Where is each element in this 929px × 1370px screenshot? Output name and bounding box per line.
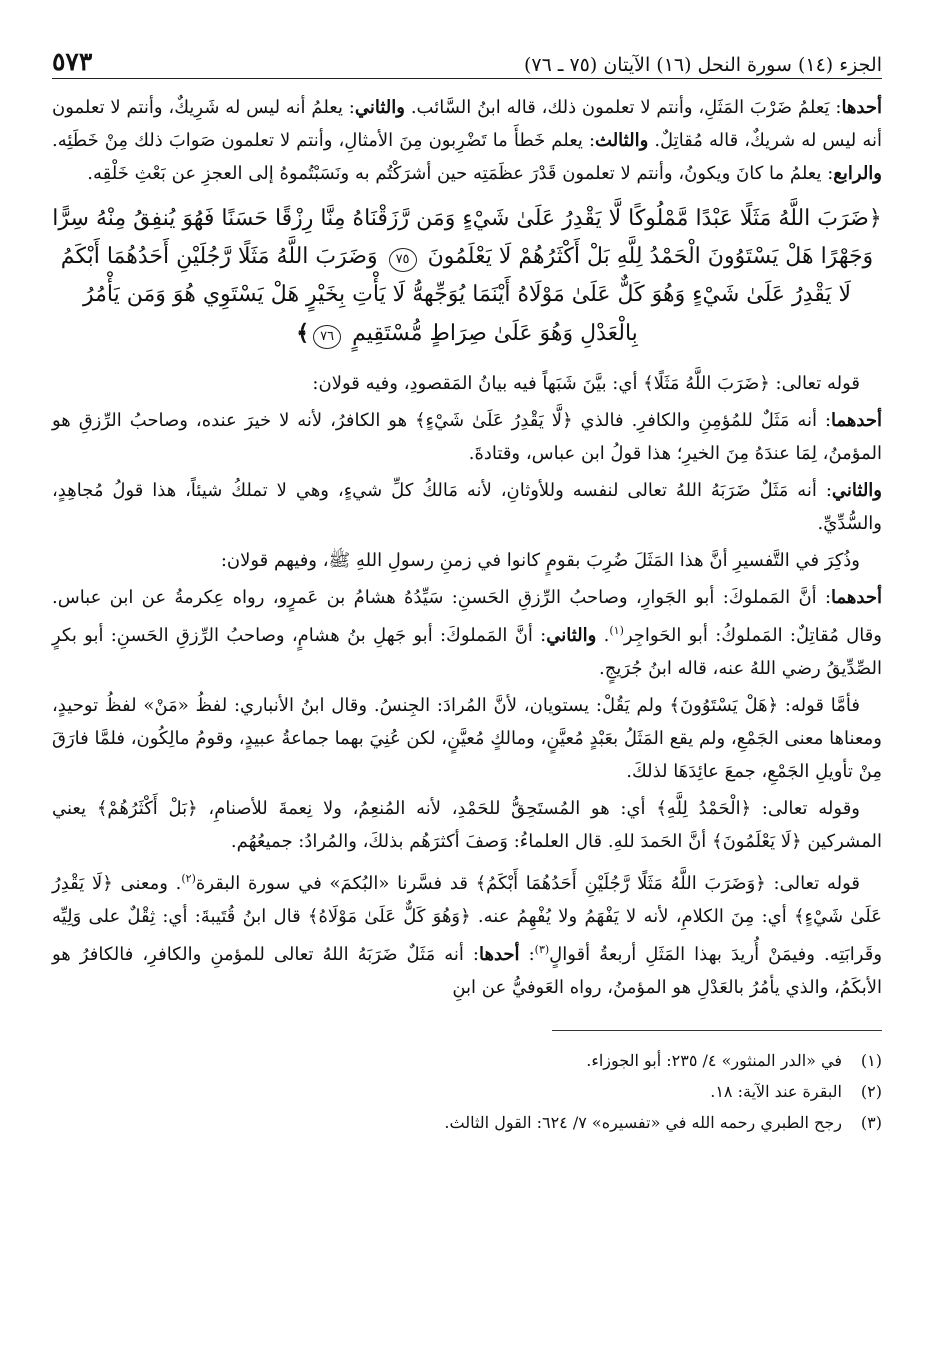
p5-text-1: : أنَّ المَملوكَ: أبو الجَوارِ، وصاحبُ الرِّزقِ الحَسنِ: سَيِّدُهُ هشامُ بن عَمرٍو، رواه عِكرمةُ عن ابن عباس. وقال مُقاتِلٌ: المَملوكُ: أبو الحَواجِر [52, 587, 882, 646]
p8-text-1: قوله تعالى: ﴿وَضَرَبَ اللَّهُ مَثَلًا رَّجُلَيْنِ أَحَدُهُمَا أَبْكَمُ﴾ قد فسَّرنا «البُكمَ» في سورة البقرة [195, 873, 860, 894]
footnote-2 [52, 1076, 882, 1107]
commentary-p1: قوله تعالى: ﴿ضَرَبَ اللَّهُ مَثَلًا﴾ أي: بيَّنَ شَبَهاً فيه بيانُ المَقصودِ، وفيه قولان: [312, 373, 860, 394]
verse-close-bracket: ﴾ [296, 320, 310, 346]
intro-paragraph [52, 91, 882, 190]
intro-label-4: والرابع [833, 163, 882, 184]
commentary-p2 [52, 404, 882, 470]
p8-text-2: . ومعنى ﴿لَا يَقْدِرُ عَلَىٰ شَيْءٍ﴾ أي: مِنَ الكلامِ، لأنه لا يَفْهَمُ ولا يُفْهِمُ عنه. ﴿وَهُوَ كَلٌّ عَلَىٰ مَوْلَاهُ﴾ قال ابنُ قُتَيبةَ: أي: ثِقْلٌ على وَلِيِّه وقَرابَتِه. وفيمَنْ أُريدَ بهذا المَثَلِ أربعةُ أقوالٍ [52, 873, 883, 965]
footnote-ref-2[interactable]: (٢) [181, 872, 196, 885]
footnote-number: (٣) [860, 1113, 882, 1132]
verse-number-76: ٧٦ [313, 325, 341, 349]
commentary-p5: أحدهما: أنَّ المَملوكَ: أبو الجَوارِ، وصاحبُ الرِّزقِ الحَسنِ: سَيِّدُهُ هشامُ بن عَمرٍو، رواه عِكرمةُ عن ابن عباس. وقال مُقاتِلٌ: المَملوكُ: أبو الحَواجِر$^{(١)}$. والثاني: أنَّ المَملوكَ: أبو جَهلِ بنُ هشامٍ، وصاحبُ الرِّزقِ الحَسنِ: أبو بكرٍ الصِّدِّيقُ رضي اللهُ عنه، قاله ابنُ جُرَيجٍ. [52, 587, 882, 679]
intro-text-2: : يعلمُ أنه ليس له شَرِيكٌ، وأنتم لا تعلمون أنه ليس له شريكٌ، قاله مُقاتِلٌ. [52, 97, 882, 151]
p8-text-3: : [519, 944, 535, 965]
p2-label: أحدهما [831, 410, 882, 431]
footnote-ref-3[interactable]: (٣) [534, 943, 550, 956]
intro-text-3: : يعلم خَطأَ ما تَضْرِبون مِنَ الأمثالِ، وأنتم لا تعلمون صَوابَ ذلك مِنْ خَطَئِه. [52, 130, 596, 151]
footnote-text: البقرة عند الآية: ١٨. [710, 1082, 842, 1101]
verse-75-text: ﴿ضَرَبَ اللَّهُ مَثَلًا عَبْدًا مَّمْلُوكًا لَّا يَقْدِرُ عَلَىٰ شَيْءٍ وَمَن رَّزَقْنَاهُ مِنَّا رِزْقًا حَسَنًا فَهُوَ يُنفِقُ مِنْهُ سِرًّا وَجَهْرًا هَلْ يَسْتَوُونَ الْحَمْدُ لِلَّهِ بَلْ أَكْثَرُهُمْ لَا يَعْلَمُونَ [52, 206, 882, 269]
p5-label: أحدهما [831, 587, 882, 608]
commentary-p8 [52, 862, 882, 1004]
footnote-text: في «الدر المنثور» ٤/ ٢٣٥: أبو الجوزاء. [586, 1051, 842, 1070]
footnote-text: رجح الطبري رحمه الله في «تفسيره» ٧/ ٦٢٤: القول الثالث. [444, 1113, 842, 1132]
p3-label: والثاني [831, 480, 882, 501]
intro-text-4: : يعلمُ ما كانَ ويكونُ، وأنتم لا تعلمون قَدْرَ عظَمَتِه حين أشرَكْتُم به ونَسَبْتُموهُ إلى العجزِ عن بَعْثِ خَلْقِه. [87, 163, 834, 184]
footnote-number: (٢) [860, 1082, 882, 1101]
verse-number-75: ٧٥ [389, 248, 417, 272]
footnote-1 [52, 1045, 882, 1076]
footnote-ref-1[interactable]: (١) [609, 624, 624, 637]
p8-label: أحدها [478, 944, 520, 965]
commentary-p3 [52, 474, 882, 540]
commentary-p4: وذُكِرَ في التَّفسيرِ أنَّ هذا المَثَلَ ضُرِبَ بقومٍ كانوا في زمنِ رسولِ اللهِ ﷺ، وفيهم قولان: [220, 550, 860, 571]
intro-text-1: : يَعلمُ ضَرْبَ المَثَلِ، وأنتم لا تعلمون ذلك، قاله ابنُ السَّائب. [410, 97, 842, 118]
p3-text: : أنه مَثَلٌ ضَرَبَهُ اللهُ تعالى لنفسه وللأوثانِ، لأنه مَالكُ كلِّ شيءٍ، وهي لا تملكُ شيئاً، هذا قولُ مُجاهِدٍ، والسُّدِّيِّ. [52, 480, 882, 534]
footnote-separator [552, 1030, 882, 1031]
header-rule [52, 78, 882, 79]
running-header [52, 40, 882, 76]
intro-label-1: أحدها [841, 97, 882, 118]
quran-verses [52, 200, 882, 353]
commentary-p6: فأمَّا قوله: ﴿هَلْ يَسْتَوُونَ﴾ ولم يَقُلْ: يستويان، لأنَّ المُرادَ: الجِنسُ. وقال ابنُ الأنباري: لفظُ «مَنْ» لفظُ توحيدٍ، ومعناها معنى الجَمْعِ، ولم يقع المَثَلُ بعَبْدٍ مُعيَّنٍ، ومالكٍ مُعيَّنٍ، لكن عُنِيَ بهما جماعةُ عبيدٍ، وقومُ مالِكُون، فلمَّا فارَقَ مِنْ تأويلِ الجَمْعِ، جمعَ عائِدَهَا لذلكَ. [52, 695, 882, 782]
footnote-3 [52, 1107, 882, 1138]
book-page [52, 40, 882, 1350]
footnote-number: (١) [860, 1051, 882, 1070]
p8-text-4: : أنه مَثَلٌ ضَرَبَهُ اللهُ تعالى للمؤمنِ والكافرِ، فالكافرُ هو الأبكَمُ، والذي يأمُرُ بالعَدْلِ هو المؤمنُ، رواه العَوفيُّ عن ابنِ [52, 944, 882, 998]
commentary-p7: وقوله تعالى: ﴿الْحَمْدُ لِلَّهِ﴾ أي: هو المُستَحِقُّ للحَمْدِ، لأنه المُنعِمُ، ولا نِعمةَ للأصنامِ، ﴿بَلْ أَكْثَرُهُمْ﴾ يعني المشركين ﴿لَا يَعْلَمُونَ﴾ أنَّ الحَمدَ للهِ. قال العلماءُ: وَصفَ أكثرَهُم بذلكَ، والمُرادُ: جميعُهُم. [52, 798, 882, 852]
verse-76-text: وَضَرَبَ اللَّهُ مَثَلًا رَّجُلَيْنِ أَحَدُهُمَا أَبْكَمُ لَا يَقْدِرُ عَلَىٰ شَيْءٍ وَهُوَ كَلٌّ عَلَىٰ مَوْلَاهُ أَيْنَمَا يُوَجِّههُّ لَا يَأْتِ بِخَيْرٍ هَلْ يَسْتَوِي هُوَ وَمَن يَأْمُرُ بِالْعَدْلِ وَهُوَ عَلَىٰ صِرَاطٍ مُّسْتَقِيمٍ [60, 244, 852, 346]
intro-label-2: والثاني [354, 97, 405, 118]
p2-text: : أنه مَثَلٌ للمُؤمِنِ والكافرِ. فالذي ﴿لَّا يَقْدِرُ عَلَىٰ شَيْءٍ﴾ هو الكافرُ، لأنه لا خيرَ عنده، وصاحبُ الرِّزقِ هو المؤمنُ، لِمَا عندَهُ مِنَ الخيرِ؛ هذا قولُ ابن عباس، وقتادةَ. [52, 410, 882, 464]
header-title: الجزء (١٤) سورة النحل (١٦) الآيتان (٧٥ ـ ٧٦) [523, 54, 882, 76]
page-body [52, 91, 882, 1004]
p5-text-2: : أنَّ المَملوكَ: أبو جَهلِ بنُ هشامٍ، وصاحبُ الرِّزقِ الحَسنِ: أبو بكرٍ الصِّدِّيقُ رضي اللهُ عنه، قاله ابنُ جُرَيجٍ. [52, 625, 882, 679]
p5-label-2: والثاني [546, 625, 597, 646]
intro-label-3: والثالث [595, 130, 649, 151]
footnotes [52, 1045, 882, 1138]
page-number: ٥٧٣ [52, 47, 93, 76]
